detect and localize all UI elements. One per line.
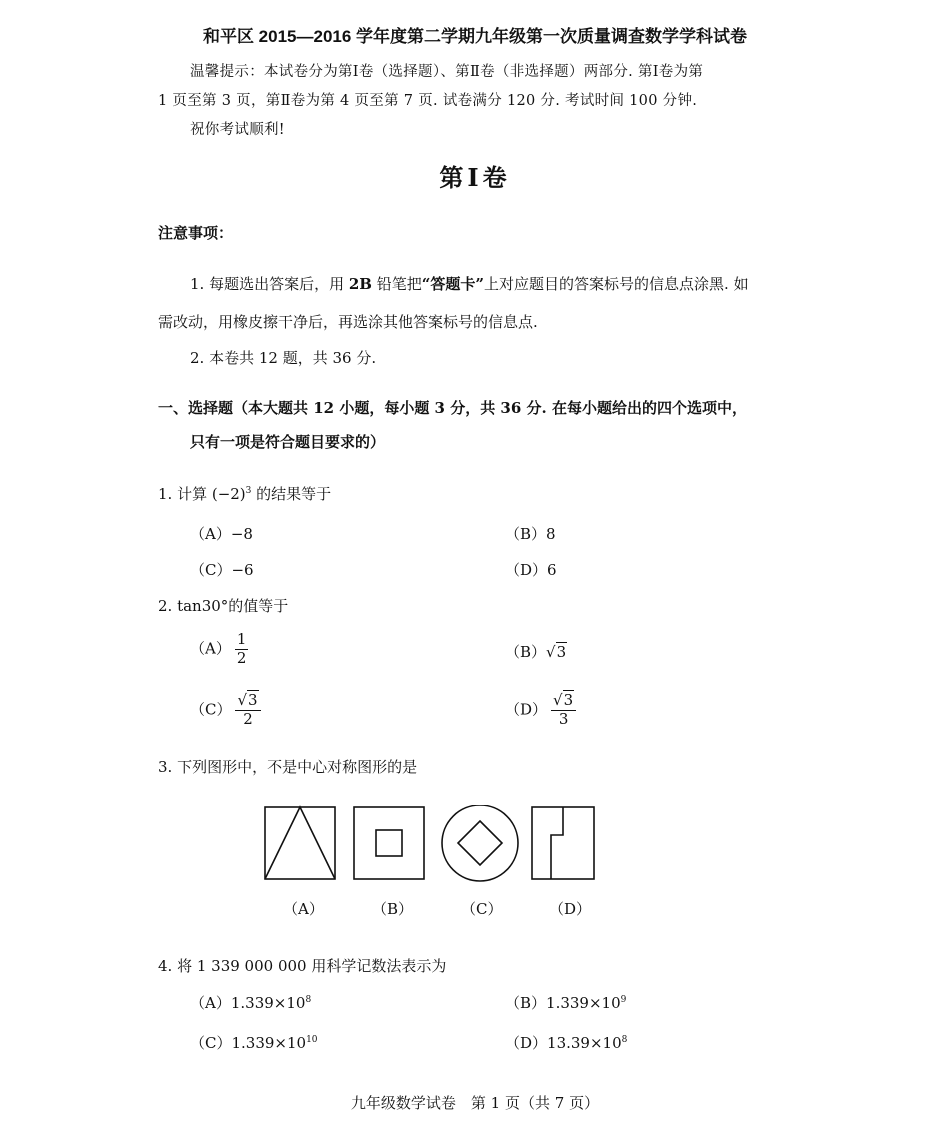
q4-stem: 4. 将 1 339 000 000 用科学记数法表示为 [158,957,447,975]
notice-line-3: 祝你考试顺利! [190,122,285,138]
figure-label-b: （B） [372,900,414,918]
q2-option-a-denominator: 2 [236,648,247,667]
q2-stem: 2. tan30°的值等于 [158,597,289,615]
q2-option-c-radicand: 3 [248,691,258,709]
q3-stem: 3. 下列图形中，不是中心对称图形的是 [158,758,418,776]
figure-a-triangle-in-square [265,807,335,879]
attention-item1-part-c: 铅笔把 [371,275,422,293]
attention-item1-pencil: 2B [348,275,372,293]
exam-title: 和平区 2015—2016 学年度第二学期九年级第一次质量调查数学学科试卷 [202,27,748,46]
q2-option-c-numerator: √3 [235,693,260,711]
figure-label-a: （A） [283,900,324,918]
q2-option-b-label: （B） [505,643,547,661]
q4-option-b-text: （B）1.339×10 [505,994,621,1012]
q2-option-d [505,693,576,728]
q2-option-c-fraction [235,693,260,728]
attention-heading: 注意事项： [158,224,234,242]
attention-item1-part-a: 1. 每题选出答案后，用 [190,275,349,293]
figure-c-diamond-in-circle [442,805,518,881]
q2-option-a-label: （A） [190,639,231,658]
attention-item-1-line-2: 需改动，用橡皮擦干净后，再选涂其他答案标号的信息点. [158,313,538,331]
page-footer: 九年级数学试卷 第 1 页（共 7 页） [350,1094,600,1112]
figure-label-c: （C） [461,900,503,918]
q2-option-a-fraction [235,632,249,667]
q4-option-d-text: （D）13.39×10 [505,1034,622,1052]
figure-d-stepped-square [532,807,594,879]
q1-stem-a: 1. 计算 (−2) [158,485,246,503]
attention-item-2: 2. 本卷共 12 题，共 36 分. [190,349,377,367]
q2-option-d-radicand: 3 [563,691,574,709]
section-heading-line-2: 只有一项是符合题目要求的） [190,433,386,451]
attention-item1-part-e: 上对应题目的答案标号的信息点涂黑. 如 [484,275,749,293]
q4-option-d [505,1032,627,1053]
notice-line-1: 温馨提示：本试卷分为第Ⅰ卷（选择题）、第Ⅱ卷（非选择题）两部分. 第Ⅰ卷为第 [190,64,704,80]
q4-option-a-exponent: 8 [305,995,312,1005]
q2-option-c-denominator: 2 [243,709,253,728]
q1-option-c: （C）−6 [190,561,254,579]
q1-option-b: （B）8 [505,525,556,543]
q2-option-d-label: （D） [505,700,548,719]
figure-label-d: （D） [549,900,592,918]
q1-option-d: （D）6 [505,561,557,579]
q2-option-a [190,632,248,667]
q2-option-b-sqrt: √3 [546,643,567,661]
section-heading-line-1: 一、选择题（本大题共 12 小题，每小题 3 分，共 36 分. 在每小题给出的四个选项中， [158,399,747,417]
q2-option-d-fraction [551,693,576,728]
q4-option-c-text: （C）1.339×10 [190,1034,307,1052]
q4-option-c [190,1032,318,1053]
q4-option-c-exponent: 10 [306,1035,318,1045]
q1-stem [158,483,331,504]
figure-b-nested-squares [354,807,424,879]
q1-stem-b: 的结果等于 [251,485,332,503]
q2-option-c-label: （C） [190,700,232,719]
q4-option-d-exponent: 8 [621,1035,628,1045]
q2-option-d-numerator: √3 [551,693,576,711]
q2-option-c [190,693,261,728]
q4-option-b [505,992,626,1013]
q4-option-a [190,992,311,1013]
q1-exponent: 3 [245,486,252,496]
q4-option-a-text: （A）1.339×10 [190,994,306,1012]
volume-title: 第Ⅰ卷 [439,163,511,192]
q3-figures [262,805,602,885]
q2-option-b-radicand: 3 [556,643,567,661]
q4-option-b-exponent: 9 [620,995,627,1005]
attention-item1-card: “答题卡” [421,275,485,293]
q2-option-b [505,641,567,662]
notice-line-2: 1 页至第 3 页，第Ⅱ卷为第 4 页至第 7 页. 试卷满分 120 分. 考试时间 100 分钟. [158,93,698,109]
attention-item-1 [190,273,749,294]
q1-option-a: （A）−8 [190,525,253,543]
q2-option-a-numerator: 1 [236,630,247,648]
q2-option-d-denominator: 3 [558,709,569,728]
